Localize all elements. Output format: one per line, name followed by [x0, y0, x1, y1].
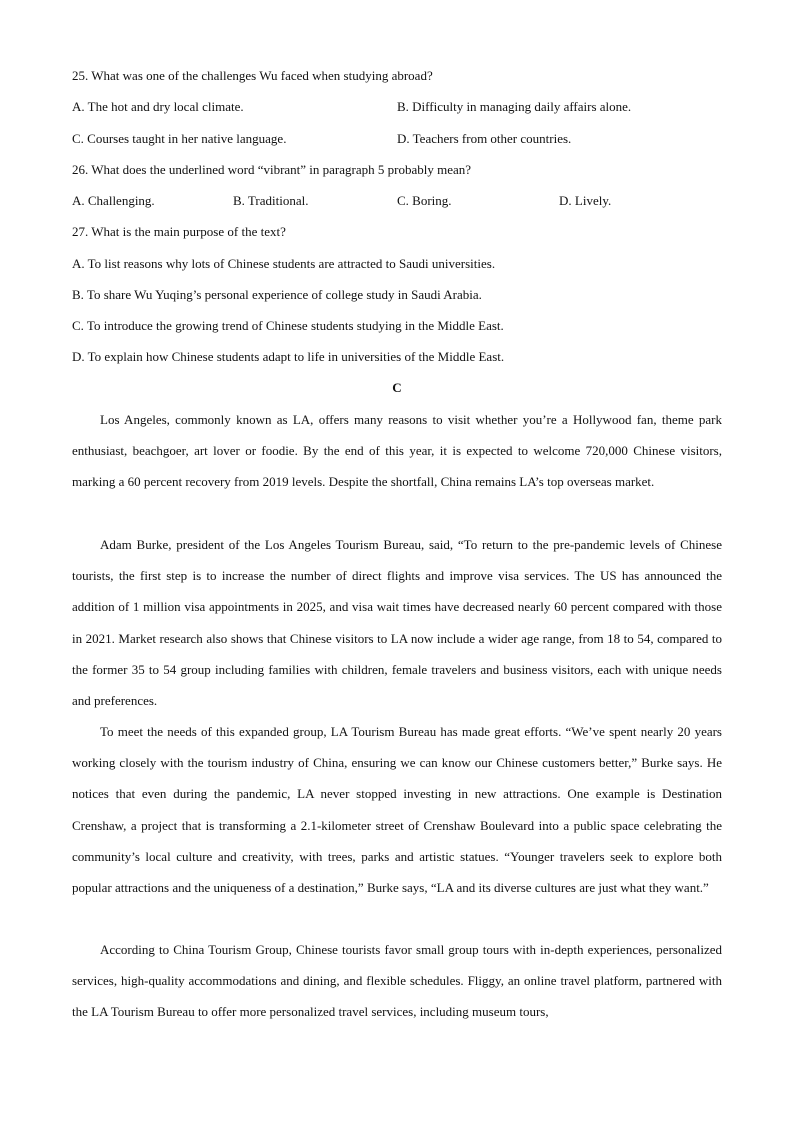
question-27-option-a: A. To list reasons why lots of Chinese students are attracted to Saudi universities.: [72, 256, 496, 271]
passage-paragraph-4: According to China Tourism Group, Chinese tourists favor small group tours with in-depth experiences, personalized services, high-quality accommodations and dining, and flexible schedules. Fliggy, an online travel platform, partnered with the LA Tourism Bureau to offer more personalized travel services, including museum tours,: [72, 942, 722, 1020]
question-26-option-a: A. Challenging.: [72, 193, 155, 208]
question-26-option-b: B. Traditional.: [233, 193, 309, 208]
question-25-option-a: A. The hot and dry local climate.: [72, 99, 244, 114]
question-27-option-b: B. To share Wu Yuqing’s personal experience of college study in Saudi Arabia.: [72, 287, 482, 302]
question-25-option-b: B. Difficulty in managing daily affairs alone.: [397, 99, 632, 114]
question-25-option-d: D. Teachers from other countries.: [397, 131, 572, 146]
passage-paragraph-2: Adam Burke, president of the Los Angeles Tourism Bureau, said, “To return to the pre-pandemic levels of Chinese tourists, the first step is to increase the number of direct flights and improve visa services. The US has announced the addition of 1 million visa appointments in 2025, and visa wait times have decreased nearly 60 percent compared with those in 2021. Market research also shows that Chinese visitors to LA now include a wider age range, from 18 to 54, compared to the former 35 to 54 group including families with children, female travelers and business visitors, each with unique needs and preferences.: [72, 537, 722, 709]
question-27-option-d: D. To explain how Chinese students adapt to life in universities of the Middle East.: [72, 349, 505, 364]
question-26-option-d: D. Lively.: [559, 193, 612, 208]
passage-paragraph-3: To meet the needs of this expanded group, LA Tourism Bureau has made great efforts. “We’ve spent nearly 20 years working closely with the tourism industry of China, ensuring we can know our Chinese customers better,” Burke says. He notices that even during the pandemic, LA never stopped investing in new attractions. One example is Destination Crenshaw, a project that is transforming a 2.1-kilometer street of Crenshaw Boulevard into a public space celebrating the community’s local culture and creativity, with trees, parks and artistic statues. “Younger travelers seek to explore both popular attractions and the uniqueness of a destination,” Burke says, “LA and its diverse cultures are just what they want.”: [72, 724, 722, 896]
question-25-stem: 25. What was one of the challenges Wu faced when studying abroad?: [72, 68, 433, 83]
question-26-stem: 26. What does the underlined word “vibrant” in paragraph 5 probably mean?: [72, 162, 472, 177]
passage-paragraph-1: Los Angeles, commonly known as LA, offers many reasons to visit whether you’re a Hollywood fan, theme park enthusiast, beachgoer, art lover or foodie. By the end of this year, it is expected to welcome 720,000 Chinese visitors, marking a 60 percent recovery from 2019 levels. Despite the shortfall, China remains LA’s top overseas market.: [72, 412, 722, 490]
question-27-stem: 27. What is the main purpose of the text?: [72, 224, 286, 239]
question-26-option-c: C. Boring.: [397, 193, 452, 208]
question-25-option-c: C. Courses taught in her native language.: [72, 131, 287, 146]
section-heading: C: [392, 380, 402, 395]
question-27-option-c: C. To introduce the growing trend of Chinese students studying in the Middle East.: [72, 318, 504, 333]
